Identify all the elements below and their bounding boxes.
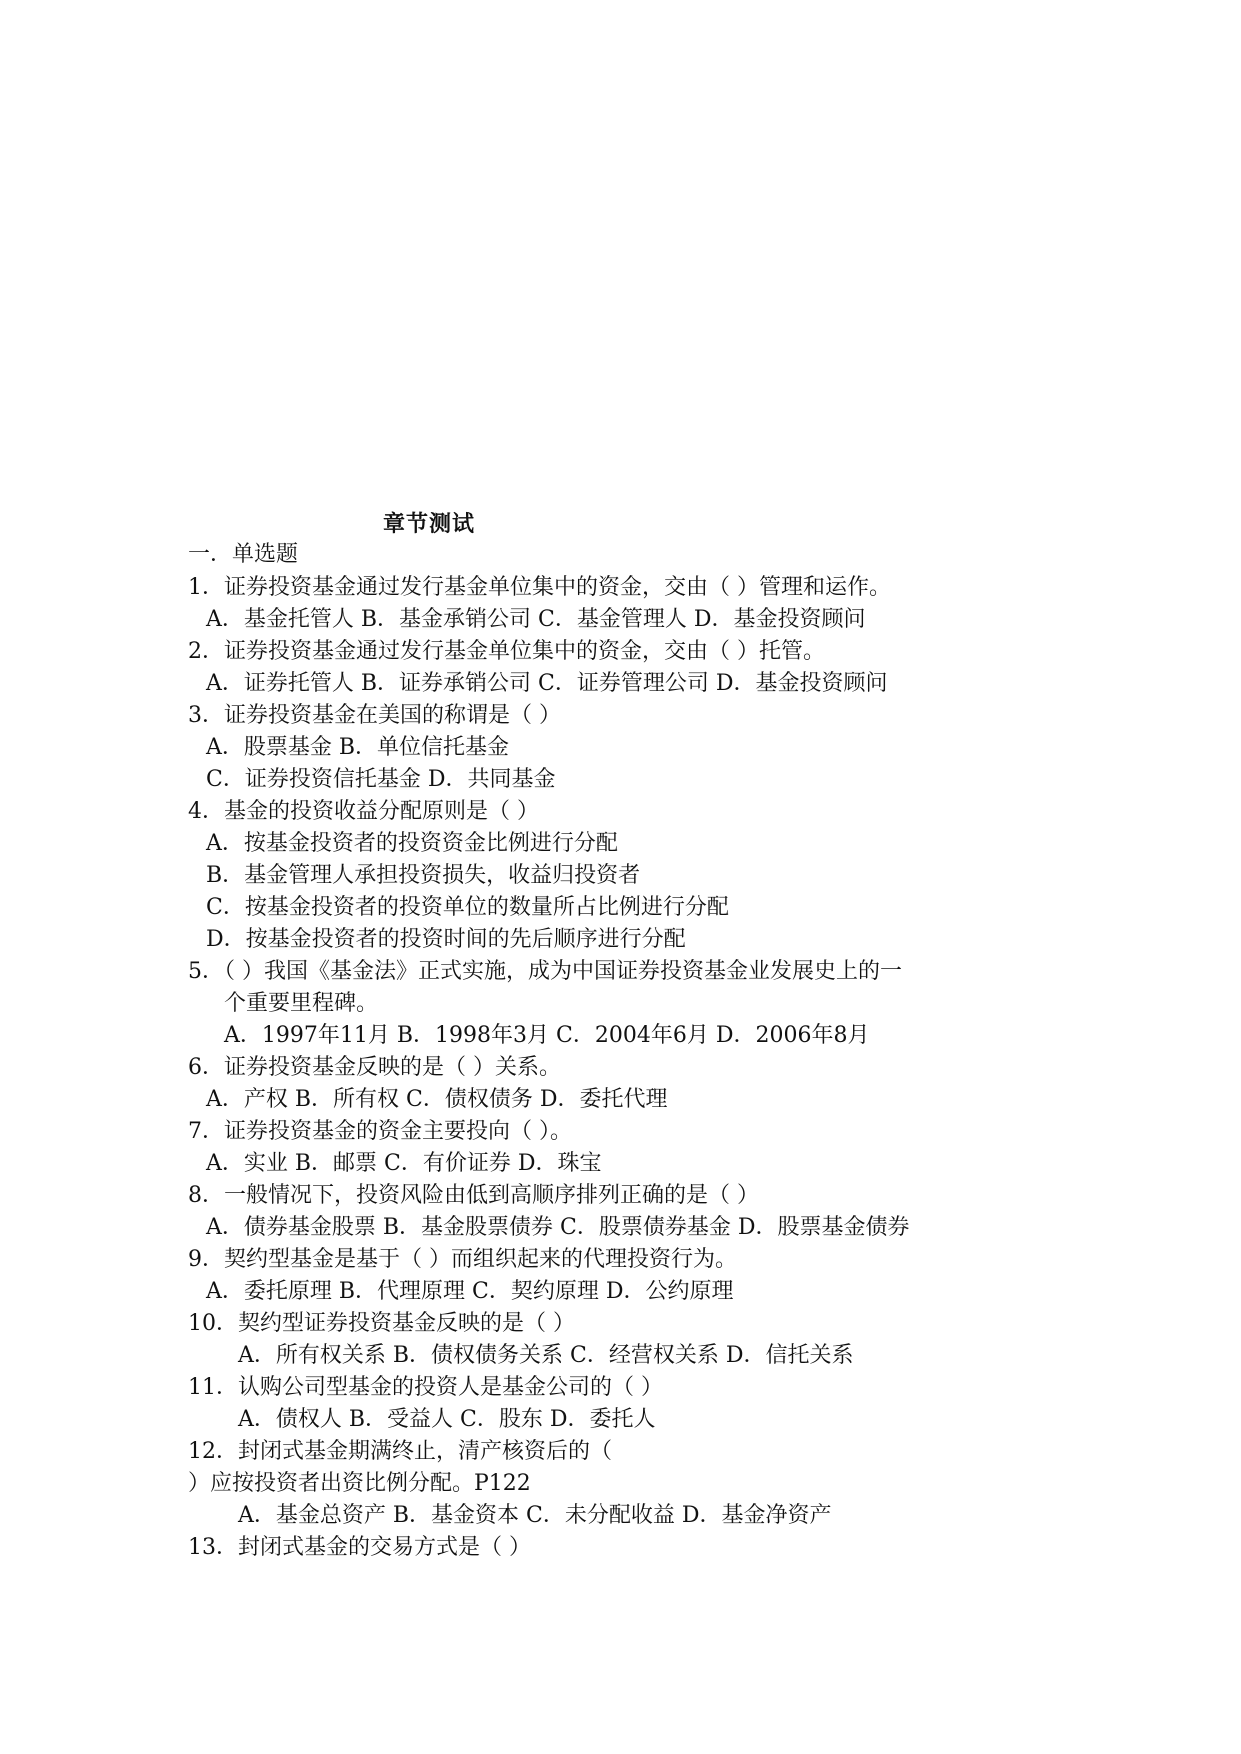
question-4-option-a: A．按基金投资者的投资资金比例进行分配 [206,831,618,856]
question-3-options-ab: A．股票基金 B．单位信托基金 [206,735,510,760]
question-1: 1．证券投资基金通过发行基金单位集中的资金，交由（ ）管理和运作。 [188,575,891,600]
question-4-option-c: C．按基金投资者的投资单位的数量所占比例进行分配 [206,895,729,920]
question-5: 5．（ ）我国《基金法》正式实施，成为中国证券投资基金业发展史上的一 [188,959,902,984]
question-5-continued: 个重要里程碑。 [224,991,379,1016]
question-5-options: A．1997年11月 B．1998年3月 C．2004年6月 D．2006年8月 [224,1023,870,1048]
question-11: 11．认购公司型基金的投资人是基金公司的（ ） [188,1375,663,1400]
question-7: 7．证券投资基金的资金主要投向（ ）。 [188,1119,572,1144]
question-12-continued: ）应按投资者出资比例分配。P122 [188,1471,531,1496]
question-9-options: A．委托原理 B．代理原理 C．契约原理 D．公约原理 [206,1279,734,1304]
question-12: 12．封闭式基金期满终止，清产核资后的（ [188,1439,612,1464]
question-10: 10．契约型证券投资基金反映的是（ ） [188,1311,575,1336]
question-4: 4．基金的投资收益分配原则是（ ） [188,799,539,824]
question-7-options: A．实业 B．邮票 C．有价证券 D．珠宝 [206,1151,602,1176]
question-6: 6．证券投资基金反映的是（ ）关系。 [188,1055,561,1080]
question-11-options: A．债权人 B．受益人 C．股东 D．委托人 [238,1407,656,1432]
question-6-options: A．产权 B．所有权 C．债权债务 D．委托代理 [206,1087,668,1112]
question-8-options: A．债券基金股票 B．基金股票债券 C．股票债券基金 D．股票基金债券 [206,1215,910,1240]
question-4-option-d: D．按基金投资者的投资时间的先后顺序进行分配 [206,927,686,952]
question-3-options-cd: C．证券投资信托基金 D．共同基金 [206,767,556,792]
question-12-options: A．基金总资产 B．基金资本 C．未分配收益 D．基金净资产 [238,1503,832,1528]
section-heading: 一．单选题 [188,542,299,567]
question-8: 8．一般情况下，投资风险由低到高顺序排列正确的是（ ） [188,1183,759,1208]
question-2-options: A．证券托管人 B．证券承销公司 C．证券管理公司 D．基金投资顾问 [206,671,888,696]
question-13: 13．封闭式基金的交易方式是（ ） [188,1535,531,1560]
question-4-option-b: B．基金管理人承担投资损失，收益归投资者 [206,863,641,888]
page-title: 章节测试 [383,511,476,537]
question-3: 3．证券投资基金在美国的称谓是（ ） [188,703,561,728]
question-2: 2．证券投资基金通过发行基金单位集中的资金，交由（ ）托管。 [188,639,825,664]
question-1-options: A．基金托管人 B．基金承销公司 C．基金管理人 D．基金投资顾问 [206,607,866,632]
question-10-options: A．所有权关系 B．债权债务关系 C．经营权关系 D．信托关系 [238,1343,854,1368]
question-9: 9．契约型基金是基于（ ）而组织起来的代理投资行为。 [188,1247,737,1272]
